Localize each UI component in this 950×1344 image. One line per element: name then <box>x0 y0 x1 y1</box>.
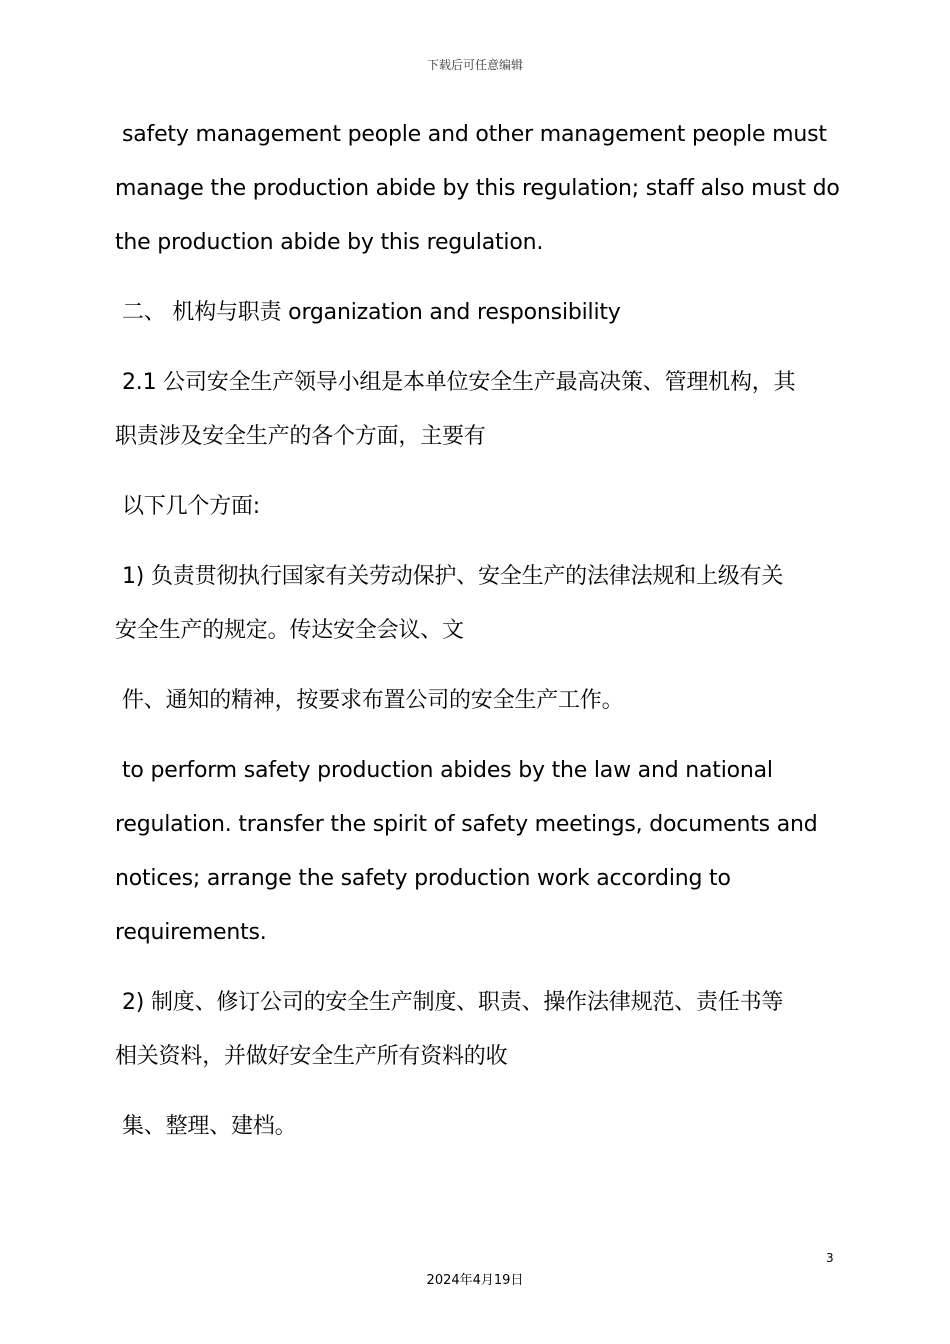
paragraph <box>115 480 840 534</box>
paragraph <box>115 674 840 728</box>
section-heading <box>115 286 840 340</box>
paragraph <box>115 108 840 270</box>
page-number: 3 <box>826 1251 834 1265</box>
text-line: 2.1 公司安全生产领导小组是本单位安全生产最高决策、管理机构，其 <box>122 370 796 395</box>
text-line: 安全生产的规定。传达安全会议、文 <box>115 618 464 643</box>
text-line: safety management people and other management people must <box>122 122 827 147</box>
text-line: 相关资料，并做好安全生产所有资料的收 <box>115 1044 508 1069</box>
text-line: requirements. <box>115 920 267 945</box>
text-line: 件、通知的精神，按要求布置公司的安全生产工作。 <box>122 688 624 713</box>
text-line: 以下几个方面: <box>122 494 261 519</box>
text-line: 1) 负责贯彻执行国家有关劳动保护、安全生产的法律法规和上级有关 <box>122 564 784 589</box>
paragraph <box>115 1100 840 1154</box>
paragraph <box>115 356 840 464</box>
text-line: to perform safety production abides by the law and national <box>122 758 773 783</box>
text-line: 职责涉及安全生产的各个方面，主要有 <box>115 424 486 449</box>
text-line: notices; arrange the safety production work according to <box>115 866 731 891</box>
text-line: 二、 机构与职责 organization and responsibility <box>122 300 621 325</box>
paragraph <box>115 976 840 1084</box>
text-line: manage the production abide by this regulation; staff also must do <box>115 176 840 201</box>
text-line: 2) 制度、修订公司的安全生产制度、职责、操作法律规范、责任书等 <box>122 990 784 1015</box>
text-line: regulation. transfer the spirit of safety meetings, documents and <box>115 812 818 837</box>
footer-date: 2024年4月19日 <box>426 1273 524 1288</box>
paragraph <box>115 550 840 658</box>
document-body <box>115 108 840 1154</box>
text-line: the production abide by this regulation. <box>115 230 544 255</box>
paragraph <box>115 744 840 960</box>
page-header: 下载后可任意编辑 <box>426 58 523 72</box>
text-line: 集、整理、建档。 <box>122 1114 297 1139</box>
